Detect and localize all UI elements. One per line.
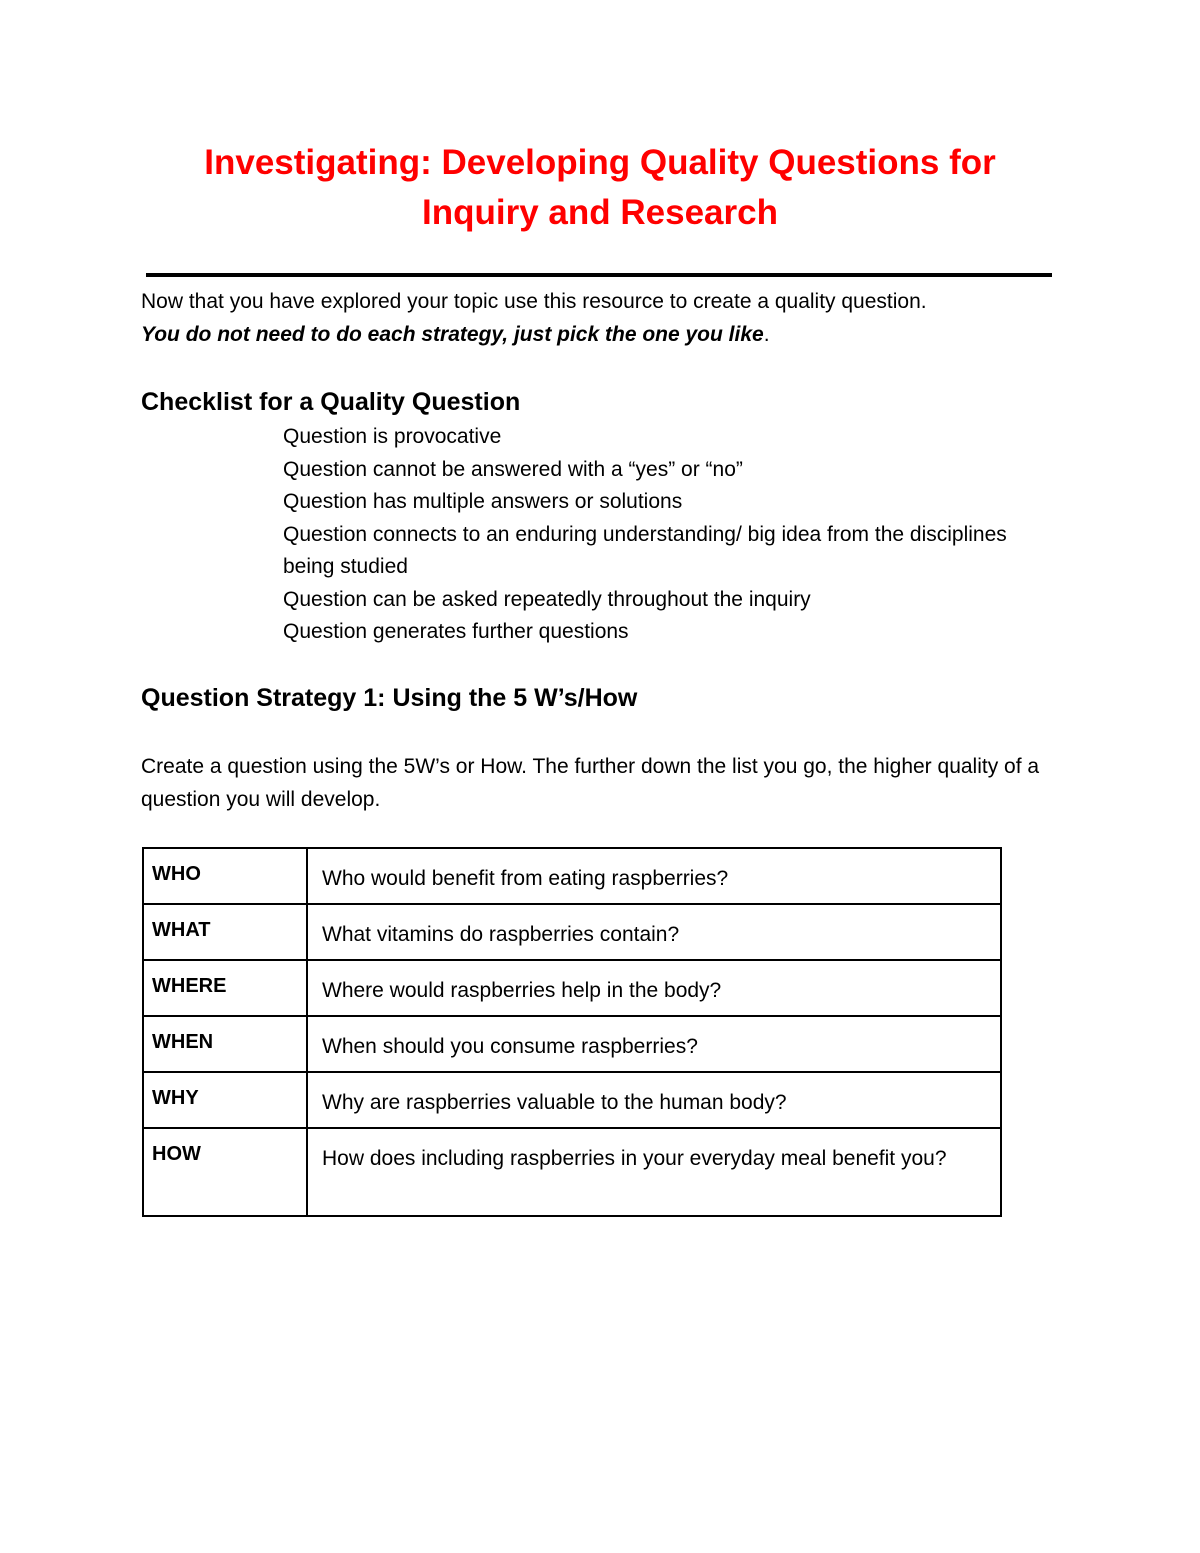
page-title-line-2: Inquiry and Research	[422, 193, 778, 232]
row-label: WHO	[143, 848, 307, 904]
strategy-1-description: Create a question using the 5W’s or How. The further down the list you go, the higher quality of a question you will develop.	[141, 755, 1040, 811]
checklist-item: Question can be asked repeatedly throughout the inquiry	[283, 587, 811, 611]
row-label: HOW	[143, 1128, 307, 1216]
strategy-1-heading: Question Strategy 1: Using the 5 W’s/How	[141, 684, 638, 712]
table-row	[143, 1128, 1001, 1216]
row-question: Who would benefit from eating raspberries?	[307, 848, 1001, 904]
row-question: Why are raspberries valuable to the human body?	[307, 1072, 1001, 1128]
title-divider	[146, 273, 1052, 277]
intro-trailing: .	[763, 323, 770, 346]
five-ws-table	[142, 847, 1002, 1217]
table-row	[143, 848, 1001, 904]
intro-emphasis: You do not need to do each strategy, just pick the one you like	[141, 323, 764, 346]
checklist-item: Question connects to an enduring understanding/ big idea from the disciplines being studied	[283, 522, 1007, 578]
intro-paragraph	[141, 285, 1081, 351]
row-label: WHY	[143, 1072, 307, 1128]
checklist-item: Question is provocative	[283, 425, 502, 448]
table-row	[143, 960, 1001, 1016]
row-question: When should you consume raspberries?	[307, 1016, 1001, 1072]
table-row	[143, 1072, 1001, 1128]
checklist-item: Question cannot be answered with a “yes” or “no”	[283, 457, 743, 481]
checklist-item: Question has multiple answers or solutions	[283, 490, 683, 513]
checklist-heading: Checklist for a Quality Question	[141, 388, 521, 416]
intro-sentence: Now that you have explored your topic use this resource to create a quality question.	[141, 290, 927, 313]
row-label: WHERE	[143, 960, 307, 1016]
row-question: How does including raspberries in your everyday meal benefit you?	[307, 1128, 1001, 1216]
row-question: Where would raspberries help in the body?	[307, 960, 1001, 1016]
page-title-line-1: Investigating: Developing Quality Questions for	[204, 143, 996, 182]
row-question: What vitamins do raspberries contain?	[307, 904, 1001, 960]
checklist	[283, 421, 1043, 649]
row-label: WHEN	[143, 1016, 307, 1072]
row-label: WHAT	[143, 904, 307, 960]
checklist-item: Question generates further questions	[283, 620, 629, 643]
table-row	[143, 904, 1001, 960]
table-row	[143, 1016, 1001, 1072]
page-title	[140, 138, 1060, 238]
